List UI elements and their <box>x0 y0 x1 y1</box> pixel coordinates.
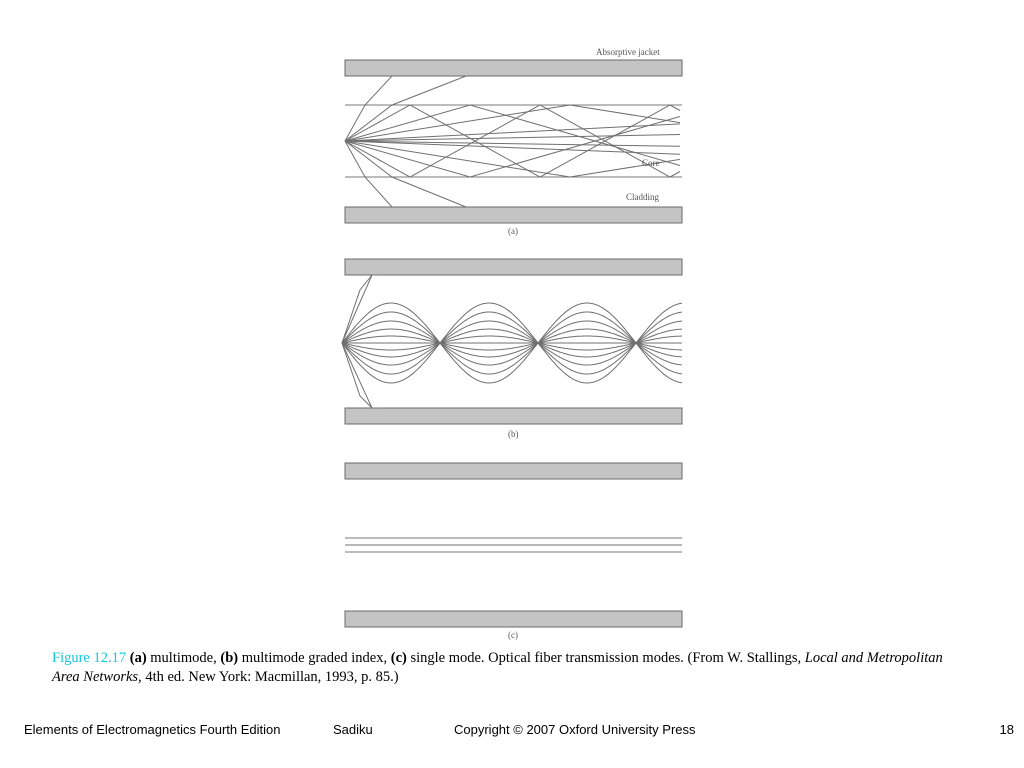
footer-author: Sadiku <box>333 722 373 737</box>
panel-a-rays <box>345 76 680 207</box>
escaping-ray <box>342 343 384 408</box>
panel-b-rays <box>342 275 682 408</box>
guided-ray <box>345 135 680 142</box>
figure-number: Figure 12.17 <box>52 650 127 666</box>
caption-book-title: Local and Metropolitan Area Networks, <box>52 650 943 685</box>
cladding-label: Cladding <box>626 192 659 202</box>
panel-a-label: (a) <box>508 226 518 236</box>
escaping-ray <box>345 141 392 207</box>
absorptive-jacket-label: Absorptive jacket <box>596 47 660 57</box>
caption-text-b: multimode graded index, <box>238 650 391 666</box>
guided-ray <box>345 105 680 177</box>
escaping-ray <box>342 275 384 343</box>
slide-footer <box>0 722 1024 742</box>
panel-c-label: (c) <box>508 630 518 640</box>
footer-page-number: 18 <box>999 722 1014 737</box>
panel-b-top-jacket <box>345 259 682 275</box>
panel-a-multimode-step-index <box>345 47 682 236</box>
caption-text-a: multimode, <box>146 650 221 666</box>
panel-b-bottom-jacket <box>345 408 682 424</box>
panel-c-bottom-jacket <box>345 611 682 627</box>
core-label: Core <box>642 158 660 168</box>
footer-book-title: Elements of Electromagnetics Fourth Edition <box>24 722 281 737</box>
panel-a-top-jacket <box>345 60 682 76</box>
figure-caption <box>52 649 952 687</box>
caption-text-c: single mode. Optical fiber transmission modes. (From W. Stallings, <box>406 650 805 666</box>
escaping-ray <box>345 76 392 141</box>
guided-ray <box>345 141 680 154</box>
panel-c-single-mode <box>345 463 682 640</box>
guided-ray <box>345 105 680 177</box>
caption-marker-a: (a) <box>129 650 147 666</box>
guided-ray <box>345 141 680 177</box>
caption-marker-c: (c) <box>390 650 407 666</box>
panel-a-bottom-jacket <box>345 207 682 223</box>
panel-c-top-jacket <box>345 463 682 479</box>
guided-ray <box>345 141 680 146</box>
caption-citation-tail: 4th ed. New York: Macmillan, 1993, p. 85.) <box>141 669 399 685</box>
panel-b-label: (b) <box>508 429 519 439</box>
caption-marker-b: (b) <box>220 650 239 666</box>
panel-b-multimode-graded-index <box>342 259 682 439</box>
footer-copyright: Copyright © 2007 Oxford University Press <box>454 722 696 737</box>
